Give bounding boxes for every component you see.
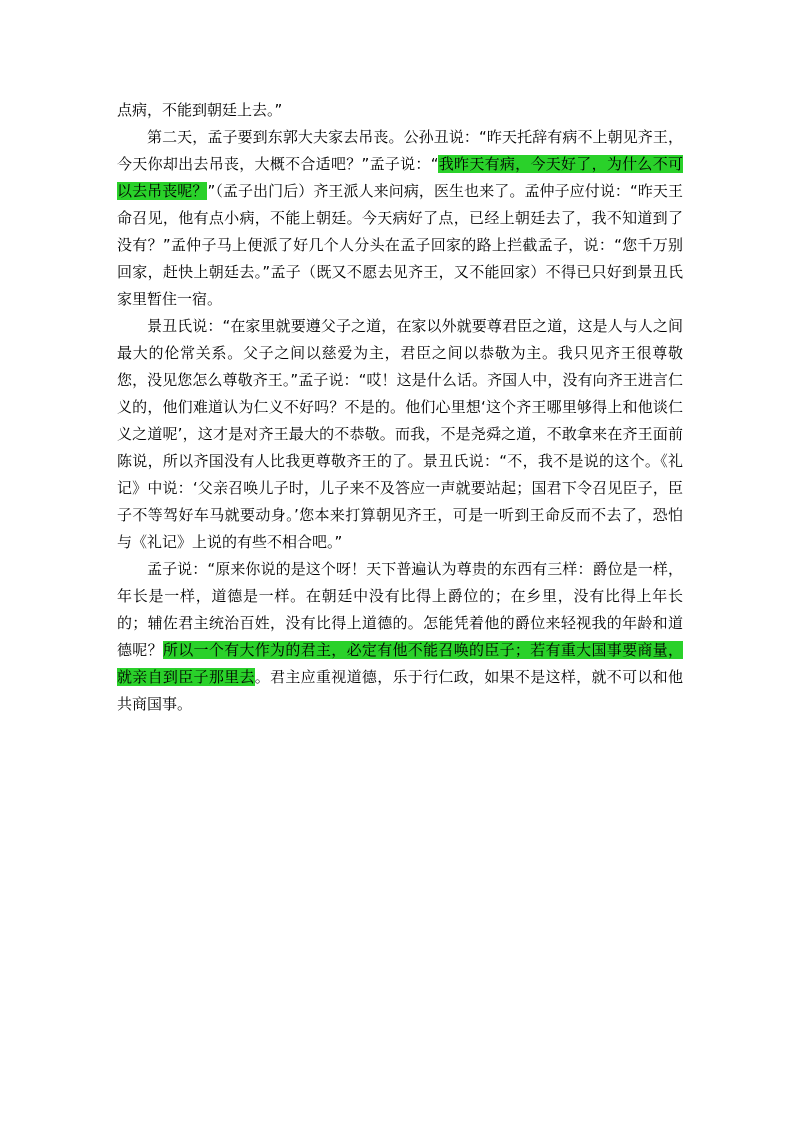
highlighted-text: 我昨天有病，今天好了，为什么不可以去吊丧呢？: [117, 155, 683, 200]
text-segment: 点病，不能到朝廷上去。”: [117, 101, 283, 119]
highlighted-text: 所以一个有大作为的君主，必定有他不能召唤的臣子；若有重大国事要商量，就亲自到臣子那里去: [117, 641, 683, 686]
paragraph-4: [117, 556, 683, 718]
paragraph-1: [117, 97, 683, 124]
text-segment: 孟子说：“原来你说的是这个呀！天下普遍认为尊贵的东西有三样：爵位是一样，年长是一样，道德是一样。在朝廷中没有比得上爵位的；在乡里，没有比得上年长的；辅佐君主统治百姓，没有比得上道德的。怎能凭着他的爵位来轻视我的年龄和道德呢？: [117, 560, 683, 659]
text-segment: 第二天，孟子要到东郭大夫家去吊丧。公孙丑说：“昨天托辞有病不上朝见齐王，今天你却出去吊丧，大概不合适吧？”孟子说：“: [117, 128, 683, 173]
paragraph-2: [117, 124, 683, 313]
text-segment: 景丑氏说：“在家里就要遵父子之道，在家以外就要尊君臣之道，这是人与人之间最大的伦常关系。父子之间以慈爱为主，君臣之间以恭敬为主。我只见齐王很尊敬您，没见您怎么尊敬齐王。”孟子说：“哎！这是什么话。齐国人中，没有向齐王进言仁义的，他们难道认为仁义不好吗？不是的。他们心里想‘这个齐王哪里够得上和他谈仁义之道呢’，这才是对齐王最大的不恭敬。而我，不是尧舜之道，不敢拿来在齐王面前陈说，所以齐国没有人比我更尊敬齐王的了。景丑氏说：“不，我不是说的这个。《礼记》中说：‘父亲召唤儿子时，儿子来不及答应一声就要站起；国君下令召见臣子，臣子不等驾好车马就要动身。’您本来打算朝见齐王，可是一听到王命反而不去了，恐怕与《礼记》上说的有些不相合吧。”: [117, 317, 683, 551]
text-segment: 。君主应重视道德，乐于行仁政，如果不是这样，就不可以和他共商国事。: [117, 668, 683, 713]
document-body: [117, 97, 683, 718]
text-segment: ”（孟子出门后）齐王派人来问病，医生也来了。孟仲子应付说：“昨天王命召见，他有点小病，不能上朝廷。今天病好了点，已经上朝廷去了，我不知道到了没有？”孟仲子马上便派了好几个人分头在孟子回家的路上拦截孟子，说：“您千万别回家，赶快上朝廷去。”孟子（既又不愿去见齐王，又不能回家）不得已只好到景丑氏家里暂住一宿。: [117, 182, 683, 308]
paragraph-3: [117, 313, 683, 556]
